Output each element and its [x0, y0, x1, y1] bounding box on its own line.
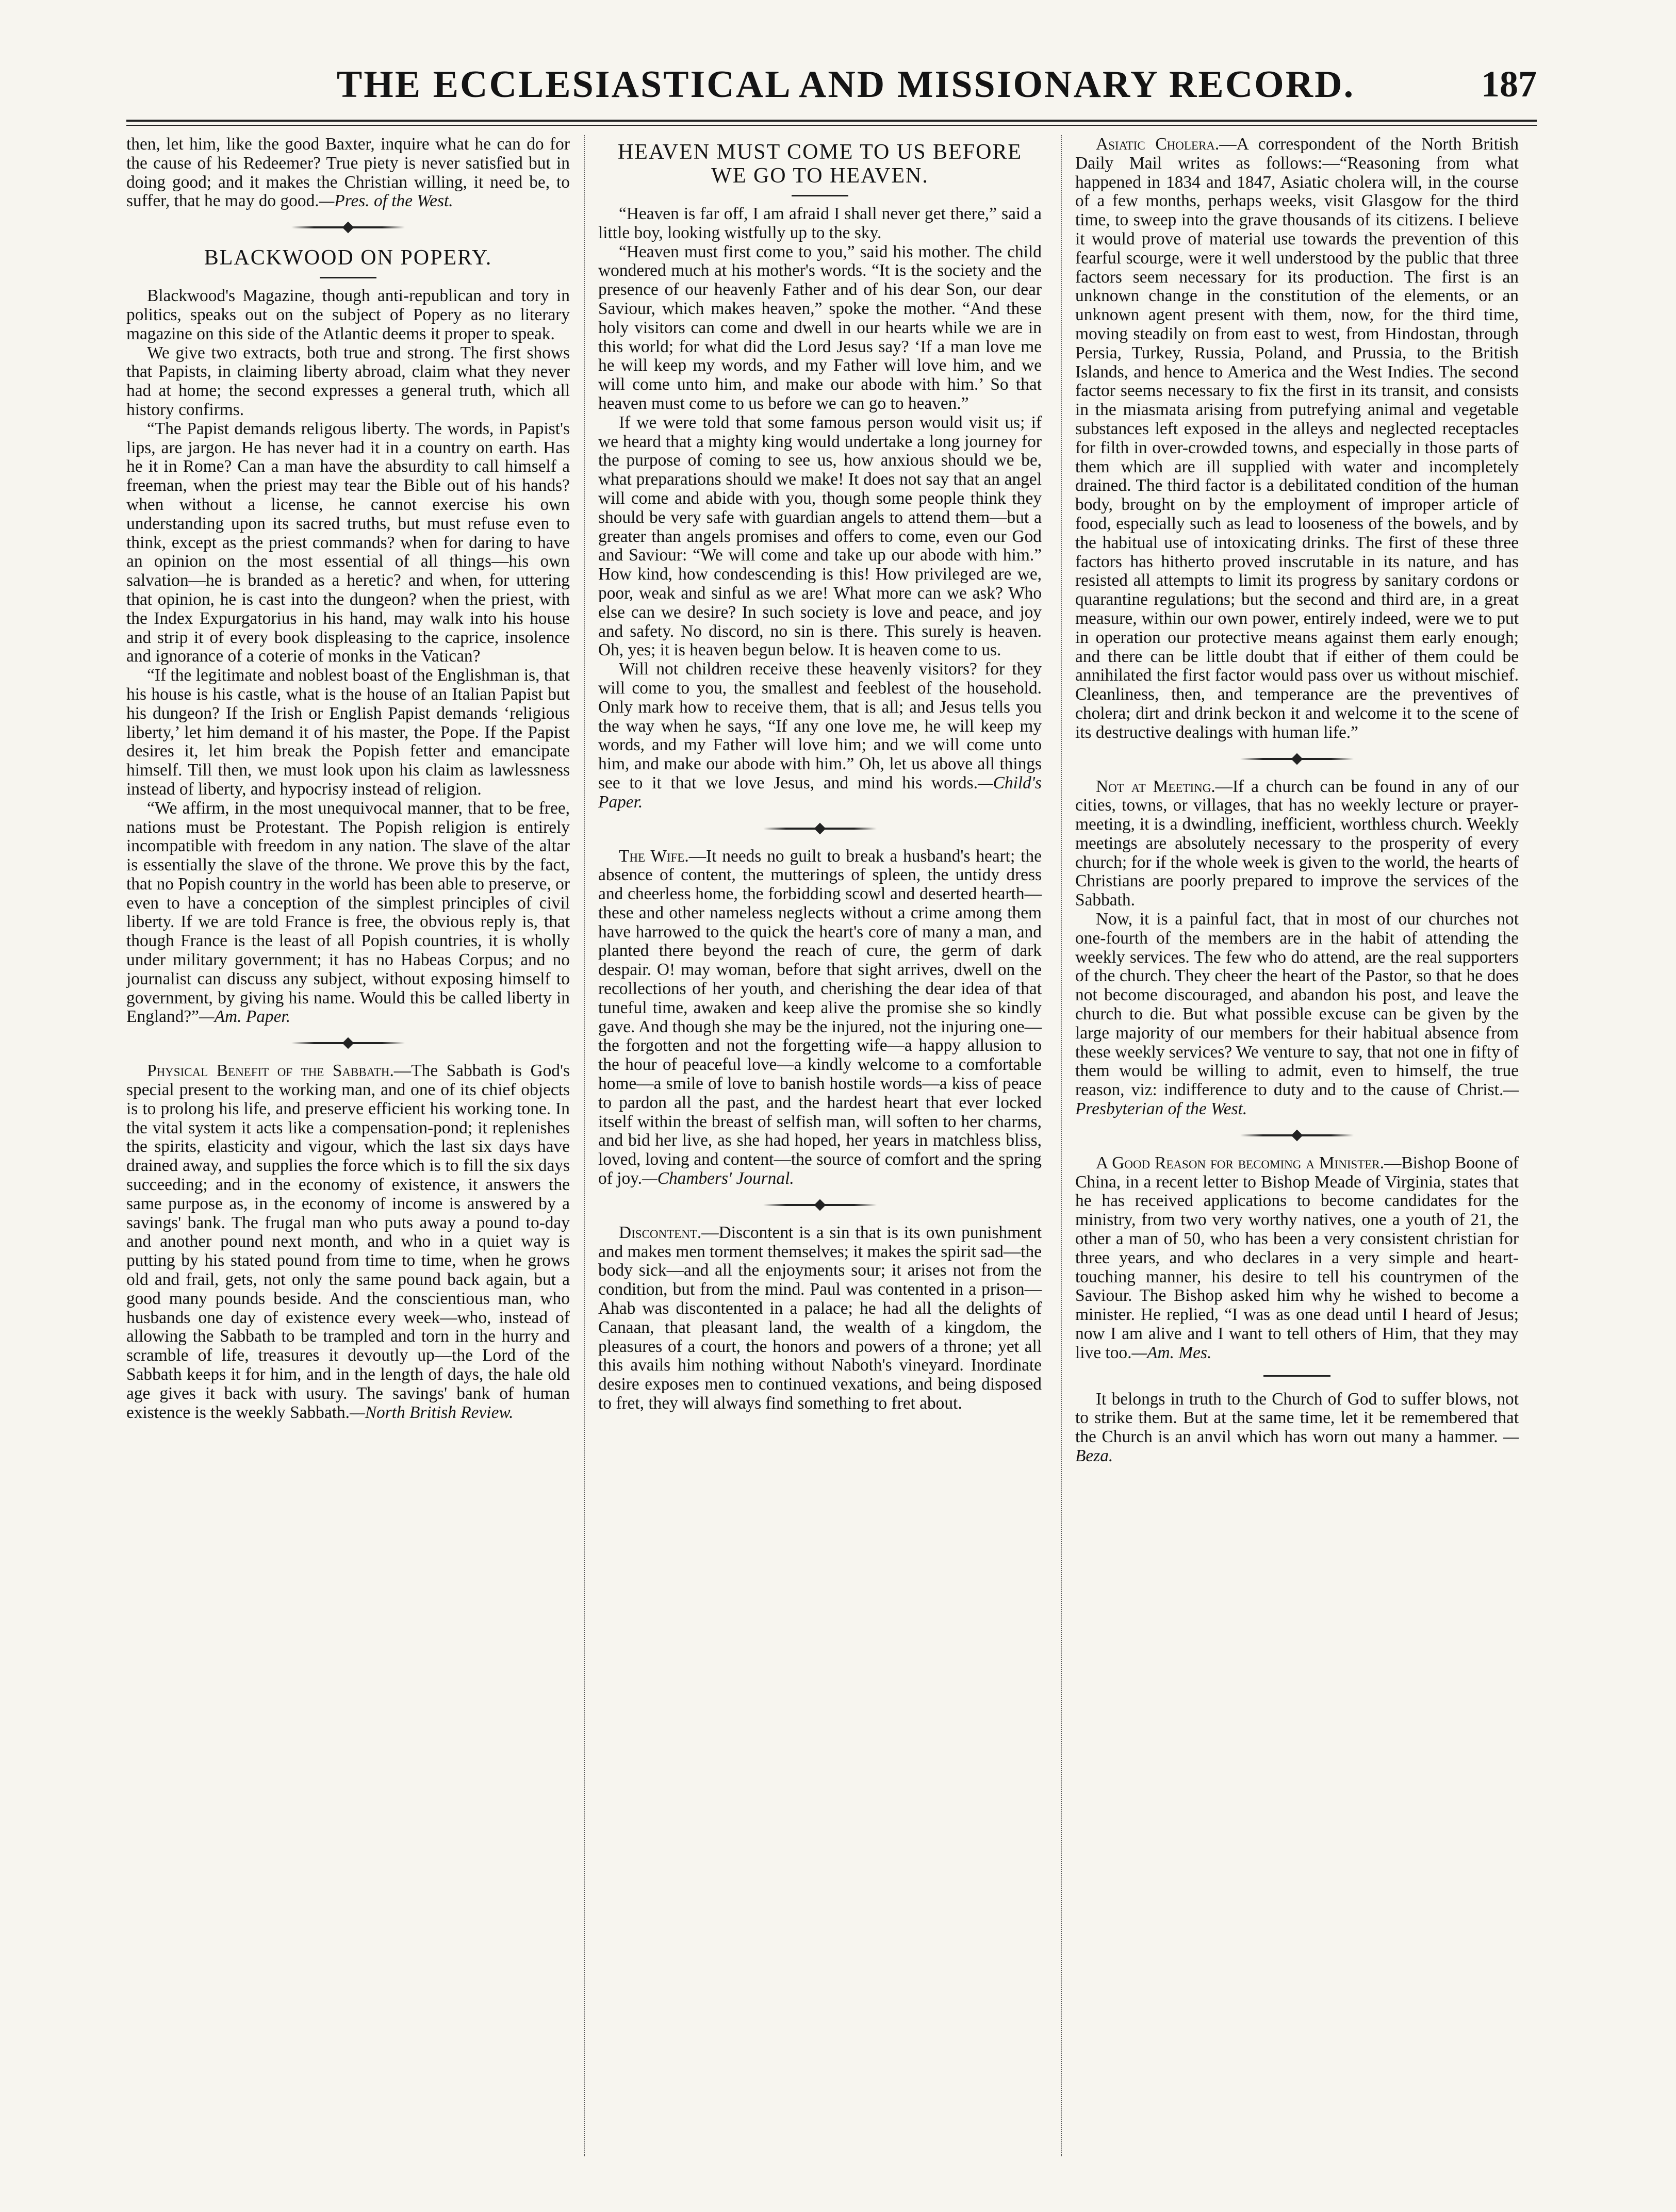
- article-paragraph: Now, it is a painful fact, that in most of our churches not one-fourth of the members are in the habit of attending the weekly services. The few who do attend, are the real supporters of the church. They cheer the heart of the Pastor, so that he does not become discouraged, and abandon his post, and leave the church to die. But what possible excuse can be given by the large majority of our members for their habitual absence from these weekly services? We venture to say, that not one in fifty of them would be willing to admit, even to himself, the true reason, viz: indifference to duty and to the cause of Christ.—Presbyterian of the West.: [1075, 910, 1519, 1119]
- article-heading: BLACKWOOD ON POPERY.: [204, 246, 492, 270]
- column-divider: [1061, 135, 1062, 2156]
- heading-rule: [792, 195, 848, 196]
- column-right: [1075, 135, 1519, 1466]
- article-lead: Physical Benefit of the Sabbath.: [147, 1061, 394, 1081]
- article-paragraph: “If the legitimate and noblest boast of the Englishman is, that his house is his castle, what is the house of an Italian Papist but his dungeon? If the Irish or English Papist demands ‘religious liberty,’ let him demand it of his master, the Pope. If the Papist desires it, let him break the Popish fetter and emancipate himself. Till then, we must look upon his claim as lawlessness instead of liberty, and hypocrisy instead of religion.: [126, 666, 570, 799]
- ornament-divider: [1240, 756, 1354, 762]
- article-paragraph: Will not children receive these heavenly visitors? for they will come to you, the smallest and feeblest of the household. Only mark how to receive them, that is all; and Jesus tells you the way when he says, “If any one love me, he will keep my words, and my Father will love him; and we will come unto him, and make our abode with him.” Oh, let us above all things see to it that we love Jesus, and mind his words.—Child's Paper.: [598, 659, 1042, 812]
- article-heading: HEAVEN MUST COME TO US BEFORE WE GO TO HEAVEN.: [617, 140, 1023, 188]
- article-paragraph: “Heaven is far off, I am afraid I shall never get there,” said a little boy, looking wistfully up to the sky.: [598, 204, 1042, 242]
- article-paragraph: Discontent.—Discontent is a sin that is its own punishment and makes men torment themselves; it makes the spirit sad—the body sick—and all the enjoyments sour; it arises not from the condition, but from the mind. Paul was contented in a prison—Ahab was discontented in a palace; he had all the delights of Canaan, that pleasant land, the wealth of a kingdom, the pleasures of a court, the honors and powers of a throne; yet all this avails him nothing without Naboth's vineyard. Inordinate desire exposes men to continued vexations, and being disposed to fret, they will always find something to fret about.: [598, 1223, 1042, 1413]
- article-paragraph: “The Papist demands religous liberty. The words, in Papist's lips, are jargon. He has never had it in a country on earth. Has he it in Rome? Can a man have the absurdity to call himself a freeman, when the priest may tear the Bible out of his hands? when without a license, he cannot exercise his own understanding upon its sacred truths, but must refuse even to think, except as the priest commands? when for daring to have an opinion on the most essential of all things—his own salvation—he is branded as a heretic? and when, for uttering that opinion, he is cast into the dungeon? when the priest, with the Index Expurgatorius in his hand, may walk into his house and strip it of every book displeasing to the caprice, insolence and ignorance of a coterie of monks in the Vatican?: [126, 419, 570, 666]
- article-paragraph: Not at Meeting.—If a church can be found in any of our cities, towns, or villages, that has no weekly lecture or prayer-meeting, it is a dwindling, inefficient, worthless church. Weekly meetings are absolutely necessary to the prosperity of every church; for if the whole week is given to the world, the hearts of Christians are poorly prepared to improve the services of the Sabbath.: [1075, 777, 1519, 910]
- article-paragraph: “Heaven must first come to you,” said his mother. The child wondered much at his mother's words. “It is the society and the presence of our heavenly Father and of his dear Son, our dear Saviour, which makes heaven,” spoke the mother. “And these holy visitors can come and dwell in our hearts while we are in this world; for what did the Lord Jesus say? ‘If a man love me he will keep my words, and my Father will love him, and we will come unto him, and make our abode with him.’ So that heaven must come to us before we can go to heaven.”: [598, 242, 1042, 413]
- article-lead: A Good Reason for becoming a Minister.: [1096, 1153, 1385, 1173]
- article-paragraph: “We affirm, in the most unequivocal manner, that to be free, nations must be Protestant. The Popish religion is entirely incompatible with freedom in any nation. The slave of the altar is essentially the slave of the throne. We prove this by the fact, that no Popish country in the world has been able to preserve, or even to have a conception of the simplest principles of civil liberty. If we are told France is free, the obvious reply is, that though France is the least of all Popish countries, it is wholly under military government; it has no Habeas Corpus; and no journalist can discuss any subject, without exposing himself to government, by giving his name. Would this be called liberty in England?”—Am. Paper.: [126, 798, 570, 1027]
- plain-divider: [1263, 1375, 1330, 1377]
- article-lead: The Wife.: [619, 846, 689, 866]
- article-paragraph: Blackwood's Magazine, though anti-republican and tory in politics, speaks out on the subject of Popery as no literary magazine on this side of the Atlantic deems it proper to speak.: [126, 286, 570, 343]
- column-middle: [598, 135, 1042, 1413]
- ornament-divider: [763, 826, 877, 832]
- carryover-paragraph: then, let him, like the good Baxter, inquire what he can do for the cause of his Redeemer? True piety is never satisfied but in doing good; and it makes the Christian willing, it need be, to suffer, that he may do good.—Pres. of the West.: [126, 135, 570, 211]
- article-paragraph: Physical Benefit of the Sabbath.—The Sabbath is God's special present to the working man, and one of its chief objects is to prolong his life, and preserve efficient his working tone. In the vital system it acts like a compensation-pond; it replenishes the spirits, elasticity and vigour, which the last six days have drained away, and supplies the force which is to fill the six days succeeding; and in the economy of existence, it answers the same purpose as, in the economy of income is answered by a savings' bank. The frugal man who puts away a pound to-day and another pound next month, and who in a quiet way is putting by his stated pound from time to time, when he grows old and frail, gets, not only the same pound back again, but a good many pounds beside. And the conscientious man, who husbands one day of existence every week—who, instead of allowing the Sabbath to be trampled and torn in the hurry and scramble of life, treasures it devoutly up—the Lord of the Sabbath keeps it for him, and in the length of days, the hale old age gives it back with usury. The savings' bank of human existence is the weekly Sabbath.—North British Review.: [126, 1061, 570, 1422]
- ornament-divider: [1240, 1132, 1354, 1138]
- page-header: [155, 63, 1537, 112]
- ornament-divider: [291, 224, 405, 230]
- article-paragraph: We give two extracts, both true and strong. The first shows that Papists, in claiming liberty abroad, claim what they never had at home; the second expresses a general truth, which all history confirms.: [126, 343, 570, 419]
- article-paragraph: It belongs in truth to the Church of God to suffer blows, not to strike them. But at the same time, let it be remembered that the Church is an anvil which has worn out many a hammer. —Beza.: [1075, 1389, 1519, 1465]
- heading-rule: [320, 277, 376, 278]
- article-paragraph: The Wife.—It needs no guilt to break a husband's heart; the absence of content, the mutterings of spleen, the untidy dress and cheerless home, the forbidding scowl and deserted hearth—these and other nameless neglects without a crime among them have harrowed to the quick the heart's core of many a man, and planted there beyond the reach of cure, the germ of dark despair. O! may woman, before that sight arrives, dwell on the recollections of her youth, and cherishing the dear idea of that tuneful time, awaken and keep alive the promise she so kindly gave. And though she may be the injured, not the injuring one—the forgotten and not the forgetting wife—a happy allusion to the hour of peaceful love—a kindly welcome to a comfortable home—a smile of love to banish hostile words—a kiss of peace to pardon all the past, and the hardest heart that ever locked itself within the breast of selfish man, will soften to her charms, and bid her live, as she had hoped, her years in matchless bliss, loved, loving and content—the source of comfort and the spring of joy.—Chambers' Journal.: [598, 846, 1042, 1188]
- ornament-divider: [291, 1040, 405, 1046]
- article-lead: Discontent.: [619, 1223, 702, 1242]
- running-title: THE ECCLESIASTICAL AND MISSIONARY RECORD.: [336, 63, 1355, 106]
- column-left: [126, 135, 570, 1422]
- page-number: 187: [1481, 63, 1537, 105]
- article-lead: Not at Meeting.: [1096, 777, 1215, 796]
- column-divider: [584, 135, 585, 2156]
- header-rule: [126, 120, 1537, 126]
- article-lead: Asiatic Cholera.: [1096, 135, 1220, 154]
- article-paragraph: If we were told that some famous person would visit us; if we heard that a mighty king would undertake a long journey for the purpose of coming to see us, how anxious should we be, what preparations should we make! It does not say that an angel will come and abide with you, though some people think they should be very safe with guardian angels to attend them—but a greater than angels promises and offers to come, even our God and Saviour: “We will come and take up our abode with him.” How kind, how condescending is this! How privileged are we, poor, weak and sinful as we are! What more can we ask? Who else can we desire? In such society is love and peace, and joy and safety. No discord, no sin is there. This surely is heaven. Oh, yes; it is heaven begun below. It is heaven come to us.: [598, 412, 1042, 660]
- article-paragraph: A Good Reason for becoming a Minister.—Bishop Boone of China, in a recent letter to Bishop Meade of Virginia, states that he has received applications to become candidates for the ministry, from two very worthy natives, one a youth of 21, the other a man of 50, who has been a very consistent christian for three years, and who declares in a very simple and heart-touching manner, his desire to tell his countrymen of the Saviour. The Bishop asked him why he wished to become a minister. He replied, “I was as one dead until I heard of Jesus; now I am alive and I want to tell others of Him, that they may live too.—Am. Mes.: [1075, 1153, 1519, 1362]
- ornament-divider: [763, 1202, 877, 1208]
- article-paragraph: Asiatic Cholera.—A correspondent of the North British Daily Mail writes as follows:—“Reasoning from what happened in 1834 and 1847, Asiatic cholera will, in the course of a few months, perhaps weeks, visit Glasgow for the third time, to sweep into the grave thousands of its citizens. I believe it would prove of material use towards the prevention of this fearful scourge, were it well understood by the public that three factors seem necessary for its production. The first is an unknown change in the constitution of the elements, or an unknown agent present with them, now, for the third time, moving steadily on from east to west, from Hindostan, through Persia, Turkey, Russia, Poland, and Prussia, to the British Islands, and hence to America and the West Indies. The second factor seems necessary to fix the first in its transit, and consists in the miasmata arising from putrefying animal and vegetable substances left exposed in the alleys and neglected receptacles for filth in over-crowded towns, and especially in those parts of them which are ill supplied with water and incompletely drained. The third factor is a debilitated condition of the human body, brought on by the employment of improper article of food, especially such as lead to looseness of the bowels, and by the habitual use of intoxicating drinks. The first of these three factors has hitherto proved inscrutable in its nature, and has resisted all attempts to limit its progress by sanitary cordons or quarantine regulations; but the second and third are, in a great measure, within our own power, entirely indeed, were we to put in operation our protective means against them early enough; and there can be little doubt that if either of them could be annihilated the first factor would pass over us without mischief. Cleanliness, then, and temperance are the preventives of cholera; dirt and drink beckon it and welcome it to the scene of its destructive dealings with human life.”: [1075, 135, 1519, 742]
